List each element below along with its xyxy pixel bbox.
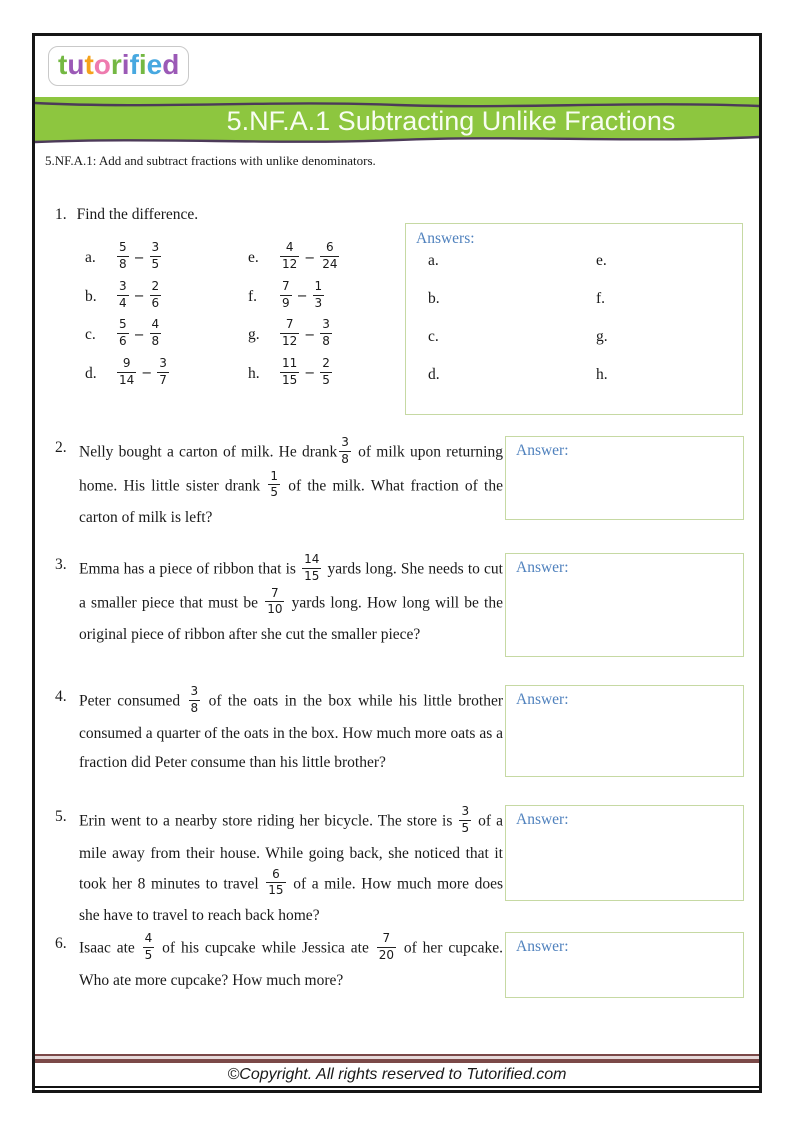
fraction-denominator: 12 xyxy=(282,257,298,272)
fraction-numerator: 4 xyxy=(143,932,155,948)
fraction-numerator: 7 xyxy=(280,318,299,334)
fraction xyxy=(268,470,280,501)
fraction-numerator: 2 xyxy=(150,280,162,296)
item-label: c. xyxy=(85,326,96,344)
item-label: g. xyxy=(248,326,260,344)
fraction xyxy=(117,318,129,349)
fraction-denominator: 15 xyxy=(282,372,298,387)
fraction xyxy=(302,553,321,584)
page-footer xyxy=(35,1054,759,1090)
question-number: 2. xyxy=(55,439,67,456)
difference-item xyxy=(85,239,171,278)
fraction-denominator: 8 xyxy=(341,451,349,466)
fraction-denominator: 5 xyxy=(461,820,470,835)
minus-operator: − xyxy=(133,327,145,343)
fraction-denominator: 3 xyxy=(314,295,323,310)
fraction-numerator: 11 xyxy=(280,357,299,373)
fraction-numerator: 6 xyxy=(320,241,339,257)
fraction-numerator: 3 xyxy=(157,357,169,373)
fraction-numerator: 14 xyxy=(302,553,321,569)
fraction-denominator: 8 xyxy=(190,700,199,715)
fraction-list-right-column xyxy=(248,239,341,393)
item-label: f. xyxy=(248,287,258,305)
fraction-denominator: 20 xyxy=(378,947,395,962)
fraction-denominator: 5 xyxy=(151,257,160,272)
difference-item xyxy=(248,316,341,355)
answers-box-title: Answers: xyxy=(416,230,475,247)
fraction-denominator: 5 xyxy=(322,372,330,387)
logo-letter: o xyxy=(93,49,111,80)
answer-box-label: Answer: xyxy=(516,691,569,708)
worksheet-page xyxy=(32,33,762,1093)
fraction xyxy=(280,357,299,388)
logo-letter: d xyxy=(162,49,180,80)
fraction-numerator: 5 xyxy=(117,318,129,334)
item-label: a. xyxy=(85,249,96,267)
word-problem xyxy=(55,805,745,930)
fraction-numerator: 1 xyxy=(313,280,325,296)
fraction-denominator: 6 xyxy=(151,295,160,310)
fraction-list-left-column xyxy=(85,239,171,393)
fraction-numerator: 7 xyxy=(265,587,284,603)
question-number: 6. xyxy=(55,935,67,952)
word-problem xyxy=(55,685,745,777)
logo-letter: i xyxy=(121,49,130,80)
fraction-denominator: 15 xyxy=(304,568,320,583)
minus-operator: − xyxy=(304,250,316,266)
answer-box-label: Answer: xyxy=(516,811,569,828)
answer-box-label: Answer: xyxy=(516,938,569,955)
question-text: Erin went to a nearby store riding her bicycle. The store is $\frac{3}{5}$ of a mile away from their house. While going back, she noticed that it took her 8 minutes to travel $\frac{6}{15}$ of a mile. How much more does she have to travel to reach back home? xyxy=(79,804,503,925)
fraction xyxy=(320,241,339,272)
question-number: 5. xyxy=(55,808,67,825)
answer-box xyxy=(505,436,744,520)
fraction-denominator: 5 xyxy=(270,485,278,500)
fraction-numerator: 6 xyxy=(266,868,285,884)
fraction xyxy=(150,318,162,349)
item-label: b. xyxy=(85,287,97,305)
fraction-denominator: 15 xyxy=(268,883,284,898)
word-problem xyxy=(55,436,745,532)
fraction-numerator: 3 xyxy=(189,685,201,701)
difference-item xyxy=(248,239,341,278)
fraction xyxy=(117,280,129,311)
minus-operator: − xyxy=(133,250,145,266)
title-banner xyxy=(35,97,759,147)
question-1-number: 1. xyxy=(55,206,67,223)
fraction-denominator: 6 xyxy=(119,334,127,349)
fraction-denominator: 24 xyxy=(322,257,338,272)
fraction xyxy=(143,932,155,963)
fraction-denominator: 14 xyxy=(119,372,135,387)
answer-slot-label: g. xyxy=(596,328,608,345)
fraction xyxy=(150,280,162,311)
footer-divider xyxy=(35,1086,759,1088)
fraction-numerator: 3 xyxy=(320,318,332,334)
fraction xyxy=(339,436,351,467)
fraction-numerator: 3 xyxy=(117,280,129,296)
fraction-numerator: 3 xyxy=(339,436,351,452)
standard-description: 5.NF.A.1: Add and subtract fractions with unlike denominators. xyxy=(45,153,376,168)
answer-slot-label: h. xyxy=(596,366,608,383)
fraction xyxy=(313,280,325,311)
difference-item xyxy=(85,278,171,317)
fraction-numerator: 9 xyxy=(117,357,136,373)
answer-slot-label: a. xyxy=(428,252,439,269)
difference-item xyxy=(85,316,171,355)
fraction-numerator: 2 xyxy=(320,357,332,373)
question-text: Nelly bought a carton of milk. He drank $\frac{3}{8}$ of milk upon returning home. His little sister drank $\frac{1}{5}$ of the milk. What fraction of the carton of milk is left? xyxy=(79,435,503,527)
answer-box xyxy=(505,805,744,901)
word-problem xyxy=(55,553,745,649)
difference-item xyxy=(248,278,341,317)
fraction-denominator: 10 xyxy=(267,602,283,617)
fraction-numerator: 7 xyxy=(377,932,396,948)
logo-letter: e xyxy=(146,49,163,80)
fraction xyxy=(117,241,129,272)
question-1-text: Find the difference. xyxy=(76,206,199,223)
fraction-denominator: 8 xyxy=(322,334,330,349)
answer-slot-label: b. xyxy=(428,290,440,307)
answer-box xyxy=(505,932,744,998)
answer-box-label: Answer: xyxy=(516,442,569,459)
fraction-numerator: 7 xyxy=(280,280,292,296)
fraction-numerator: 4 xyxy=(150,318,162,334)
fraction xyxy=(157,357,169,388)
question-number: 4. xyxy=(55,688,67,705)
answer-box-label: Answer: xyxy=(516,559,569,576)
answer-box xyxy=(505,685,744,777)
fraction-denominator: 8 xyxy=(151,334,160,349)
fraction xyxy=(189,685,201,716)
difference-item xyxy=(248,355,341,394)
item-label: d. xyxy=(85,364,97,382)
copyright-text: ©Copyright. All rights reserved to Tutorified.com xyxy=(227,1066,567,1083)
logo-letter: t xyxy=(84,49,94,80)
answer-slot-label: d. xyxy=(428,366,440,383)
item-label: h. xyxy=(248,364,260,382)
fraction xyxy=(266,868,285,899)
minus-operator: − xyxy=(141,366,153,382)
fraction xyxy=(377,932,396,963)
logo-letter: f xyxy=(129,49,139,80)
answer-slot-label: f. xyxy=(596,290,606,307)
logo-letter: r xyxy=(110,49,122,80)
fraction-denominator: 5 xyxy=(144,947,153,962)
question-1-prompt xyxy=(55,206,198,224)
minus-operator: − xyxy=(304,327,316,343)
fraction xyxy=(320,357,332,388)
fraction-numerator: 5 xyxy=(117,241,129,257)
answer-box xyxy=(505,553,744,657)
answers-box xyxy=(405,223,743,415)
logo-letter: t xyxy=(58,49,68,80)
fraction xyxy=(117,357,136,388)
fraction-denominator: 7 xyxy=(159,372,167,387)
tutorified-logo xyxy=(48,46,189,86)
fraction xyxy=(280,280,292,311)
logo-letter: i xyxy=(138,49,147,80)
minus-operator: − xyxy=(133,289,145,305)
minus-operator: − xyxy=(296,289,308,305)
footer-rule xyxy=(35,1054,759,1063)
question-text: Isaac ate $\frac{4}{5}$ of his cupcake while Jessica ate $\frac{7}{20}$ of her cupcake. Who ate more cupcake? How much more? xyxy=(79,931,503,989)
question-number: 3. xyxy=(55,556,67,573)
fraction-numerator: 1 xyxy=(268,470,280,486)
fraction-denominator: 12 xyxy=(282,334,298,349)
fraction xyxy=(265,587,284,618)
logo-letter: u xyxy=(67,49,85,80)
answer-slot-label: e. xyxy=(596,252,607,269)
fraction-numerator: 4 xyxy=(280,241,299,257)
fraction-denominator: 8 xyxy=(119,257,127,272)
answer-slot-label: c. xyxy=(428,328,439,345)
difference-item xyxy=(85,355,171,394)
fraction xyxy=(320,318,332,349)
word-problem xyxy=(55,932,745,995)
question-text: Peter consumed $\frac{3}{8}$ of the oats in the box while his little brother consumed a quarter of the oats in the box. How much more oats as a fraction did Peter consume than his little brother? xyxy=(79,684,503,771)
item-label: e. xyxy=(248,249,259,267)
fraction xyxy=(459,805,471,836)
fraction-numerator: 3 xyxy=(150,241,162,257)
fraction-numerator: 3 xyxy=(459,805,471,821)
fraction-denominator: 9 xyxy=(282,295,290,310)
worksheet-title: 5.NF.A.1 Subtracting Unlike Fractions xyxy=(226,106,676,136)
fraction xyxy=(280,241,299,272)
minus-operator: − xyxy=(304,366,316,382)
fraction xyxy=(280,318,299,349)
question-text: Emma has a piece of ribbon that is $\frac{14}{15}$ yards long. She needs to cut a smaller piece that must be $\frac{7}{10}$ yards long. How long will be the original piece of ribbon after she cut the smaller piece? xyxy=(79,552,503,644)
fraction-denominator: 4 xyxy=(119,295,127,310)
fraction xyxy=(150,241,162,272)
